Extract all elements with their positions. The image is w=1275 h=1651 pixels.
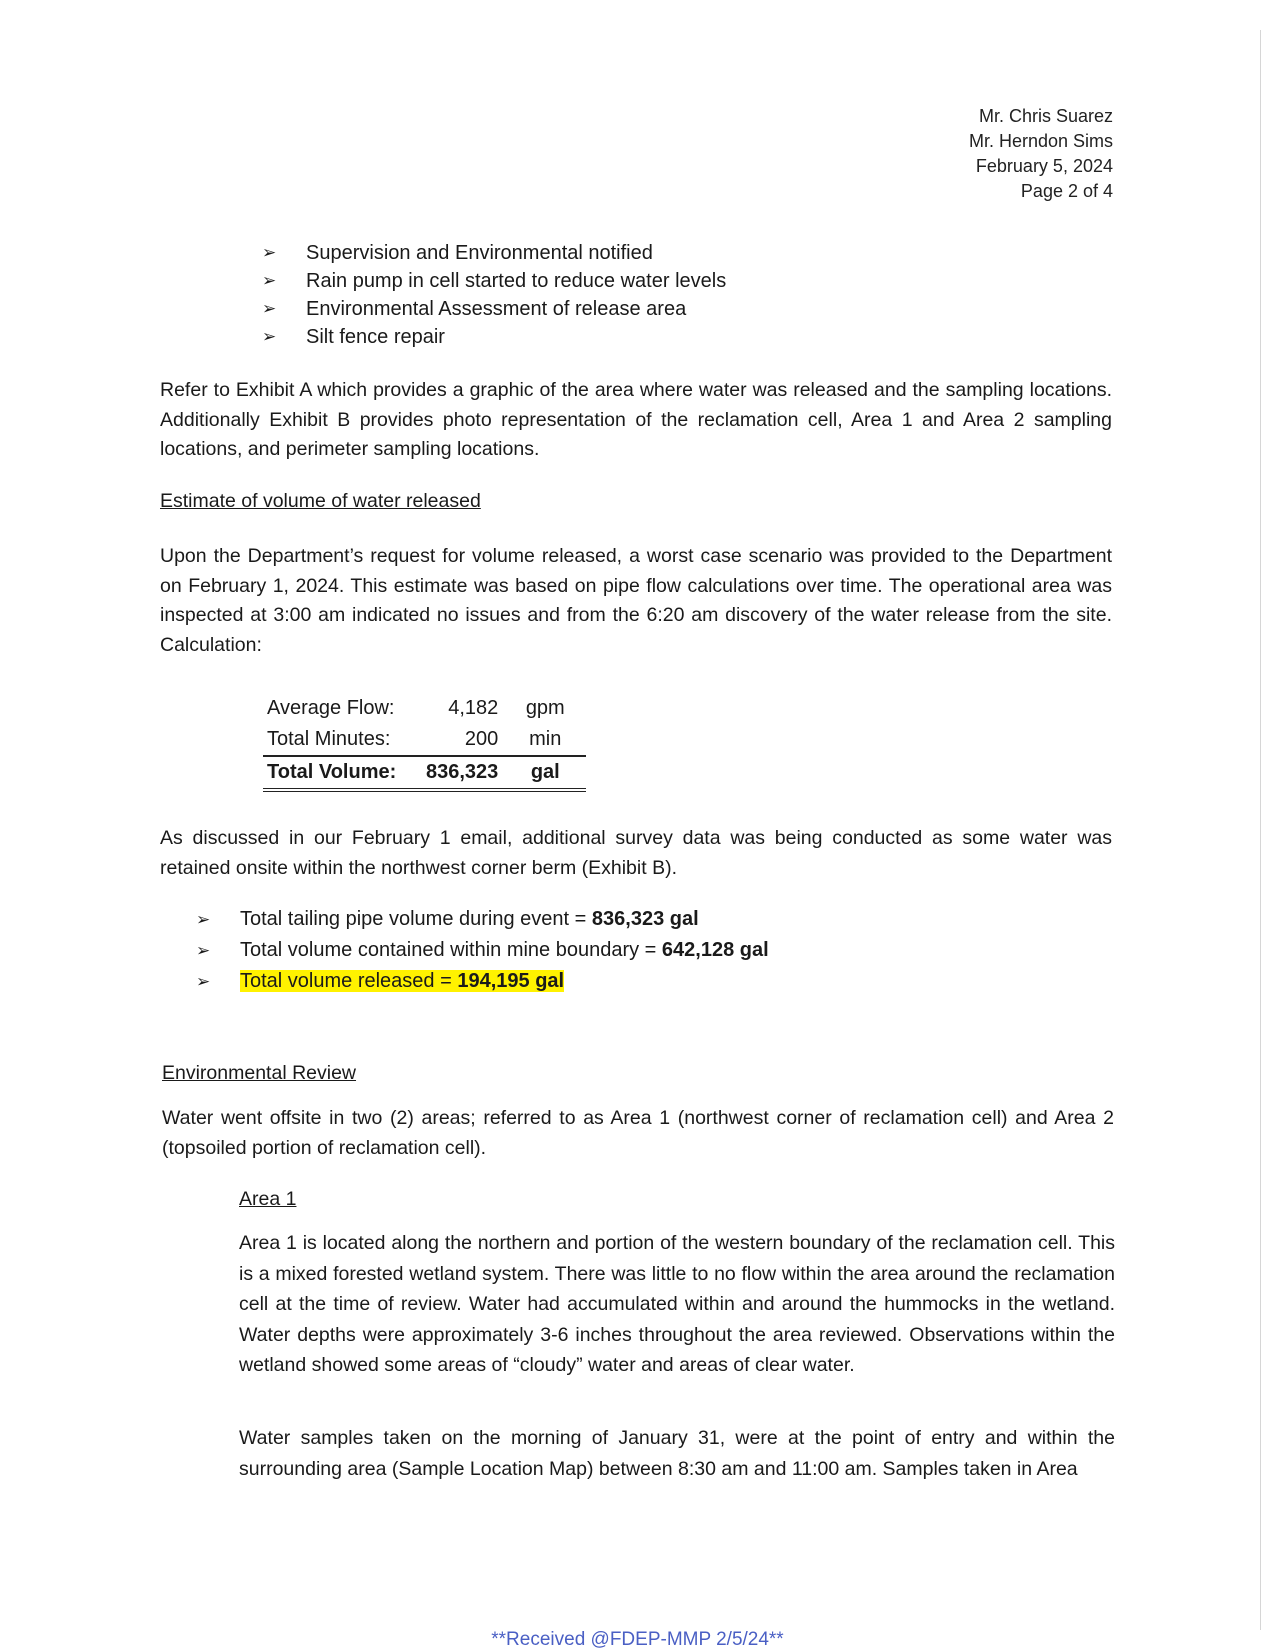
arrow-bullet-icon: ➢ [262, 271, 277, 290]
environmental-review-heading: Environmental Review [162, 1062, 357, 1084]
total-value: 194,195 gal [457, 970, 565, 992]
list-item [262, 323, 726, 351]
list-item [262, 267, 726, 295]
estimate-heading: Estimate of volume of water released [160, 490, 481, 512]
list-item-highlighted [196, 966, 769, 997]
list-item [262, 295, 726, 323]
review-paragraph: Water went offsite in two (2) areas; referred to as Area 1 (northwest corner of reclamation cell) and Area 2 (topsoiled portion of reclamation cell). [162, 1107, 1114, 1159]
list-item [196, 935, 769, 966]
total-value: 642,128 gal [661, 939, 769, 961]
calc-value: 4,182 [448, 697, 499, 719]
samples-paragraph: Water samples taken on the morning of January 31, were at the point of entry and within the surrounding area (Sample Location Map) between 8:30 am and 11:00 am. Samples taken in Area [239, 1427, 1115, 1480]
actions-list [262, 239, 726, 351]
total-text: Total tailing pipe volume during event = [240, 908, 592, 930]
total-value: 836,323 gal [591, 908, 699, 930]
table-row [263, 724, 586, 756]
page-edge [1260, 30, 1261, 1630]
received-stamp: **Received @FDEP-MMP 2/5/24** [491, 1629, 784, 1650]
calc-unit: gal [504, 756, 586, 790]
arrow-bullet-icon: ➢ [262, 243, 277, 262]
letter-header [969, 104, 1113, 204]
calc-label: Total Volume: [263, 756, 412, 790]
table-row-total [263, 756, 586, 790]
list-item-text: Supervision and Environmental notified [306, 242, 653, 264]
totals-list [196, 904, 769, 997]
total-text: Total volume contained within mine boundary = [240, 939, 662, 961]
list-item-text: Silt fence repair [306, 326, 445, 348]
arrow-bullet-icon: ➢ [262, 327, 277, 346]
intro-paragraph: Refer to Exhibit A which provides a graphic of the area where water was released and the sampling locations. Additionally Exhibit B provides photo representation of the reclamation cell, Area 1 and Area 2 sampling locations, and perimeter sampling locations. [160, 379, 1112, 460]
calc-unit: min [529, 728, 562, 750]
list-item-text: Rain pump in cell started to reduce water levels [306, 270, 727, 292]
estimate-paragraph: Upon the Department’s request for volume released, a worst case scenario was provided to the Department on February 1, 2024. This estimate was based on pipe flow calculations over time. The operational area was inspected at 3:00 am indicated no issues and from the 6:20 am discovery of the water release from the site. Calculation: [160, 545, 1112, 656]
page-number: Page 2 of 4 [1020, 181, 1113, 201]
calc-value: 200 [464, 728, 499, 750]
calc-value: 836,323 [412, 756, 504, 790]
list-item [196, 904, 769, 935]
arrow-bullet-icon: ➢ [196, 910, 211, 929]
area1-heading: Area 1 [239, 1188, 297, 1210]
area1-paragraph: Area 1 is located along the northern and portion of the western boundary of the reclamation cell. This is a mixed forested wetland system. There was little to no flow within the area around the reclamation cell at the time of review. Water had accumulated within and around the hummocks in the wetland. Water depths were approximately 3-6 inches throughout the area reviewed. Observations within the wetland showed some areas of “cloudy” water and areas of clear water. [239, 1232, 1115, 1376]
highlighted-total [240, 970, 564, 992]
arrow-bullet-icon: ➢ [196, 941, 211, 960]
table-row [263, 693, 586, 724]
list-item-text: Environmental Assessment of release area [306, 298, 687, 320]
recipient-2: Mr. Herndon Sims [968, 131, 1113, 151]
letter-date: February 5, 2024 [975, 156, 1113, 176]
arrow-bullet-icon: ➢ [196, 972, 211, 991]
list-item [262, 239, 726, 267]
calc-label: Total Minutes: [267, 728, 391, 750]
recipient-1: Mr. Chris Suarez [978, 106, 1113, 126]
calc-unit: gpm [525, 697, 565, 719]
total-text: Total volume released = [240, 970, 458, 992]
calculation-table [263, 693, 586, 792]
followup-paragraph: As discussed in our February 1 email, additional survey data was being conducted as some water was retained onsite within the northwest corner berm (Exhibit B). [160, 827, 1112, 879]
arrow-bullet-icon: ➢ [262, 299, 277, 318]
calc-label: Average Flow: [267, 697, 395, 719]
